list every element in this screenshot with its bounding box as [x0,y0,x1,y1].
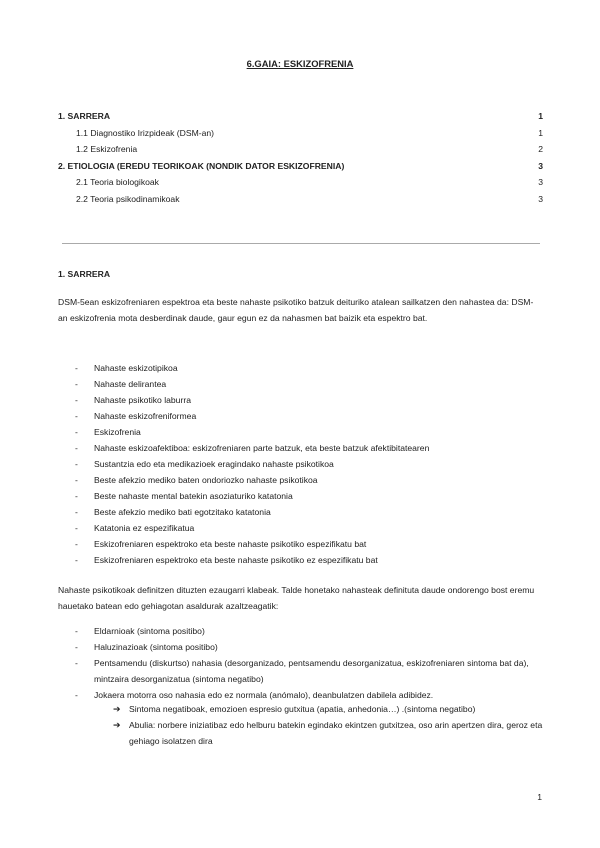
toc-entry[interactable] [58,193,543,210]
toc-entry-label: 2.1 Teoria biologikoak [76,177,159,187]
list-item-text: Beste nahaste mental batekin asoziaturiko katatonia [94,491,293,501]
sub-list-item-text: Sintoma negatiboak, emozioen espresio gutxitua (apatia, anhedonia…) .(sintoma negatibo) [129,704,476,714]
section-heading: 1. SARRERA [58,269,111,279]
toc-entry-page: 3 [538,160,543,171]
list-item-text: Jokaera motorra oso nahasia edo ez normala (anómalo), deanbulatzen dabilela adibidez. [94,690,434,700]
table-of-contents [58,110,543,209]
dash-bullet: - [75,539,78,549]
list-item [58,424,538,440]
dash-bullet: - [75,642,78,652]
dash-bullet: - [75,443,78,453]
sub-list-item [113,701,543,717]
list-item [58,392,538,408]
list-item [58,623,538,639]
dash-bullet: - [75,555,78,565]
sub-list [113,701,543,749]
symptoms-list [58,623,538,703]
dash-bullet: - [75,491,78,501]
toc-entry-page: 3 [538,177,543,187]
dash-bullet: - [75,523,78,533]
list-item [58,440,538,456]
dash-bullet: - [75,475,78,485]
toc-entry[interactable] [58,176,543,193]
document-title: 6.GAIA: ESKIZOFRENIA [246,58,354,69]
toc-entry[interactable] [58,110,543,127]
dash-bullet: - [75,363,78,373]
list-item [58,520,538,536]
toc-entry-page: 3 [538,193,543,204]
horizontal-divider [62,243,540,244]
list-item-text: Pentsamendu (diskurtso) nahasia (desorganizado, pentsamendu desorganizatua, eskizofreniaren sintoma bat da), mintzaira desorganizatua (sintoma negatibo) [94,658,529,684]
list-item-text: Nahaste eskizotipikoa [94,363,178,373]
list-item-text: Nahaste psikotiko laburra [94,395,191,405]
dash-bullet: - [75,379,78,389]
list-item [58,536,538,552]
list-item-text: Eskizofreniaren espektroko eta beste nahaste psikotiko espezifikatu bat [94,539,367,549]
list-item-text: Eldarnioak (sintoma positibo) [94,626,205,636]
list-item-text: Beste afekzio mediko baten ondoriozko nahaste psikotikoa [94,475,318,485]
list-item [58,376,538,392]
dash-bullet: - [75,658,78,668]
list-item [58,408,538,424]
toc-entry[interactable] [58,160,543,177]
list-item-text: Nahaste delirantea [94,379,167,389]
list-item-text: Beste afekzio mediko bati egotzitako katatonia [94,507,271,517]
sub-list-item [113,717,543,749]
page-number: 1 [537,792,542,802]
arrow-right-icon: ➔ [113,720,121,730]
toc-entry-label: 1.2 Eskizofrenia [76,144,138,154]
toc-entry-label: 1. SARRERA [58,111,111,121]
list-item-text: Sustantzia edo eta medikazioek eragindako nahaste psikotikoa [94,459,334,469]
list-item-text: Nahaste eskizoafektiboa: eskizofreniaren parte batzuk, eta beste batzuk afektibitatearen [94,443,430,453]
list-item-text: Eskizofrenia [94,427,141,437]
list-item [58,456,538,472]
dash-bullet: - [75,459,78,469]
intro-paragraph: DSM-5ean eskizofreniaren espektroa eta beste nahaste psikotiko batzuk deituriko atalean sailkatzen den nahastea da: DSM-an eskizofrenia mota desberdinak daude, gaur egun ez da nahasmen bat baizik eta espektro bat. [58,297,534,323]
toc-entry-page: 2 [538,144,543,154]
toc-entry[interactable] [58,127,543,144]
toc-entry[interactable] [58,143,543,160]
toc-entry-page: 1 [538,111,543,121]
sub-list-item-text: Abulia: norbere iniziatibaz edo helburu batekin egindako ekintzen gutxitzea, oso arin apertzen dira, geroz eta gehiago isolatzen dira [129,720,543,746]
dash-bullet: - [75,507,78,517]
list-item [58,360,538,376]
dash-bullet: - [75,626,78,636]
list-item-text: Katatonia ez espezifikatua [94,523,195,533]
dash-bullet: - [75,395,78,405]
list-item [58,552,538,568]
list-item [58,488,538,504]
list-item [58,655,538,687]
dash-bullet: - [75,690,78,700]
list-item-text: Nahaste eskizofreniformea [94,411,197,421]
disorders-list [58,360,538,568]
list-item-text: Haluzinazioak (sintoma positibo) [94,642,218,652]
arrow-right-icon: ➔ [113,704,121,714]
toc-entry-page: 1 [538,127,543,138]
toc-entry-label: 2. ETIOLOGIA (EREDU TEORIKOAK (NONDIK DATOR ESKIZOFRENIA) [58,160,345,171]
dash-bullet: - [75,427,78,437]
list-item-text: Eskizofreniaren espektroko eta beste nahaste psikotiko ez espezifikatu bat [94,555,378,565]
list-item [58,472,538,488]
toc-entry-label: 2.2 Teoria psikodinamikoak [76,193,180,204]
toc-entry-label: 1.1 Diagnostiko Irizpideak (DSM-an) [76,127,215,138]
list-item [58,639,538,655]
list-item [58,504,538,520]
dash-bullet: - [75,411,78,421]
second-paragraph: Nahaste psikotikoak definitzen dituzten ezaugarri klabeak. Talde honetako nahasteak definituta daude ondorengo bost eremu hauetako batean edo gehiagotan asaldurak azaltzeagatik: [58,585,535,611]
